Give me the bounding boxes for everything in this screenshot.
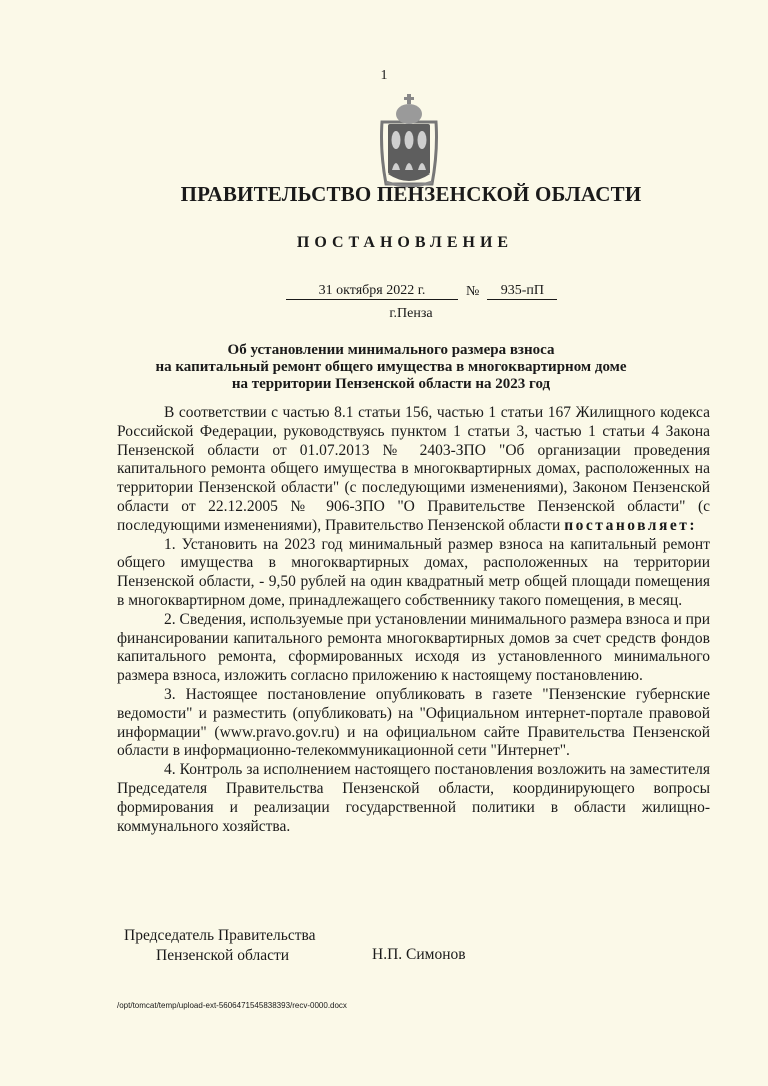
clause-paragraph: 2. Сведения, используемые при установлении минимального размера взноса и при финансировании капитального ремонта многоквартирных домов за счет средств фондов капитального ремонта, сформированных исходя из установленного минимального размера взноса, изложить согласно приложению к настоящему постановлению. (117, 610, 711, 685)
signature-position-line: Председатель Правительства (124, 927, 316, 944)
city: г.Пенза (389, 306, 433, 321)
page-number: 1 (380, 68, 388, 83)
clause-paragraph: 3. Настоящее постановление опубликовать в газете "Пензенские губернские ведомости" и разместить (опубликовать) на "Официальном интернет-портале правовой информации" (www.pravo.gov.ru) и на официальном сайте Правительства Пензенской области в информационно-телекоммуникационной сети "Интернет". (117, 685, 710, 760)
document-body (117, 404, 710, 836)
organization-name: ПРАВИТЕЛЬСТВО ПЕНЗЕНСКОЙ ОБЛАСТИ (180, 182, 642, 206)
clause-paragraph: 1. Установить на 2023 год минимальный размер взноса на капитальный ремонт общего имущества в многоквартирных домах, расположенных на территории Пензенской области, - 9,50 рублей на один квадратный метр общей площади помещения в многоквартирном доме, принадлежащего собственнику такого помещения, в месяц. (117, 535, 710, 609)
document-date: 31 октября 2022 г. (286, 283, 458, 300)
document-number: 935-пП (487, 283, 557, 300)
number-sign: № (466, 284, 480, 299)
decree-word: постановляет: (564, 516, 698, 534)
footer-file-path: /opt/tomcat/temp/upload-ext-5606471545838393/recv-0000.docx (117, 1001, 347, 1010)
title-line: Об установлении минимального размера взноса (227, 342, 555, 358)
title-line: на территории Пензенской области на 2023 год (231, 376, 551, 392)
date-number-line (286, 283, 557, 300)
preamble-paragraph (117, 404, 710, 536)
clause-paragraph: 4. Контроль за исполнением настоящего постановления возложить на заместителя Председателя Правительства Пензенской области, координирующего вопросы формирования и реализации государственной политики в области жилищно-коммунального хозяйства. (117, 761, 710, 835)
document-title (0, 342, 768, 393)
signature-position-line: Пензенской области (156, 947, 290, 964)
signature-position (124, 926, 316, 966)
title-line: на капитальный ремонт общего имущества в многоквартирном доме (155, 359, 627, 375)
document-type: ПОСТАНОВЛЕНИЕ (296, 234, 514, 251)
signer-name: Н.П. Симонов (372, 946, 466, 963)
penza-coat-of-arms-icon (378, 92, 440, 188)
preamble-text: В соответствии с частью 8.1 статьи 156, частью 1 статьи 167 Жилищного кодекса Российской Федерации, руководствуясь пунктом 1 статьи 3, частью 1 статьи 4 Закона Пензенской области от 01.07.2013 № 2403-ЗПО "Об организации проведения капитального ремонта общего имущества в многоквартирных домах, расположенных на территории Пензенской области" (с последующими изменениями), Законом Пензенской области от 22.12.2005 № 906-ЗПО "О Правительстве Пензенской области" (с последующими изменениями), Правительство Пензенской области (117, 404, 710, 534)
